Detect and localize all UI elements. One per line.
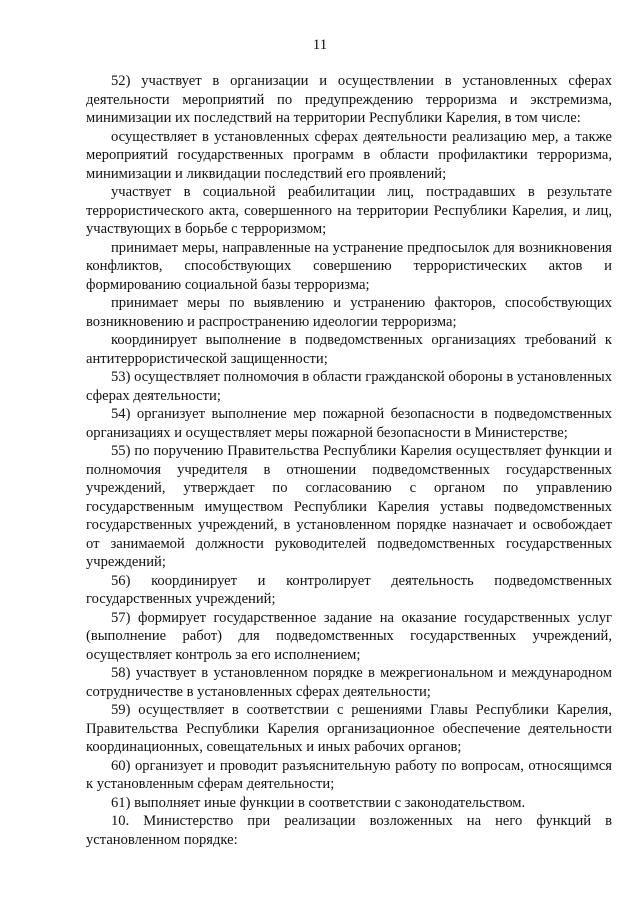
paragraph-57: 57) формирует государственное задание на оказание государственных услуг (выполнение работ) для подведомственных государственных учреждений, осуществляет контроль за его исполнением; — [86, 609, 612, 663]
paragraph-54: 54) организует выполнение мер пожарной безопасности в подведомственных организациях и осуществляет меры пожарной безопасности в Министерстве; — [86, 406, 612, 441]
paragraph-52-antiterror-protection: координирует выполнение в подведомственных организациях требований к антитеррористической защищенности; — [86, 332, 612, 367]
page-number: 11 — [312, 37, 328, 53]
paragraph-58: 58) участвует в установленном порядке в межрегиональном и международном сотрудничестве в установленных сферах деятельности; — [86, 665, 612, 700]
paragraph-52-prevention-measures: осуществляет в установленных сферах деятельности реализацию мер, а также мероприятий государственных программ в области профилактики терроризма, минимизации и ликвидации последствий его проявлений; — [86, 128, 612, 182]
paragraph-53: 53) осуществляет полномочия в области гражданской обороны в установленных сферах деятельности; — [86, 369, 612, 404]
paragraph-52-rehabilitation: участвует в социальной реабилитации лиц, пострадавших в результате террористического акта, совершенного на территории Республики Карелия, и лиц, участвующих в борьбе с терроризмом; — [86, 184, 612, 237]
paragraph-59: 59) осуществляет в соответствии с решениями Главы Республики Карелия, Правительства Республики Карелия организационное обеспечение деятельности координационных, совещательных и иных рабочих органов; — [86, 702, 612, 755]
paragraph-52: 52) участвует в организации и осуществлении в установленных сферах деятельности мероприятий по предупреждению терроризма и экстремизма, минимизации их последствий на территории Республики Карелия, в том числе: — [86, 73, 612, 126]
paragraph-52-conflict-prevention: принимает меры, направленные на устранение предпосылок для возникновения конфликтов, способствующих совершению террористических актов и формированию социальной базы терроризма; — [86, 239, 612, 293]
paragraph-60: 60) организует и проводит разъяснительную работу по вопросам, относящимся к установленным сферам деятельности; — [86, 757, 612, 792]
paragraph-55: 55) по поручению Правительства Республики Карелия осуществляет функции и полномочия учредителя в отношении подведомственных государственных учреждений, утверждает по согласованию с органом по управлению государственным имуществом Республики Карелия уставы подведомственных государственных учреждений, в установленном порядке назначает и освобождает от занимаемой должности руководителей подведомственных государственных учреждений; — [86, 443, 612, 570]
document-body — [86, 72, 612, 849]
paragraph-52-ideology-factors: принимает меры по выявлению и устранению факторов, способствующих возникновению и распространению идеологии терроризма; — [86, 295, 612, 330]
paragraph-56: 56) координирует и контролирует деятельность подведомственных государственных учреждений; — [86, 572, 612, 607]
paragraph-10: 10. Министерство при реализации возложенных на него функций в установленном порядке: — [86, 813, 612, 848]
paragraph-61: 61) выполняет иные функции в соответствии с законодательством. — [111, 794, 526, 811]
